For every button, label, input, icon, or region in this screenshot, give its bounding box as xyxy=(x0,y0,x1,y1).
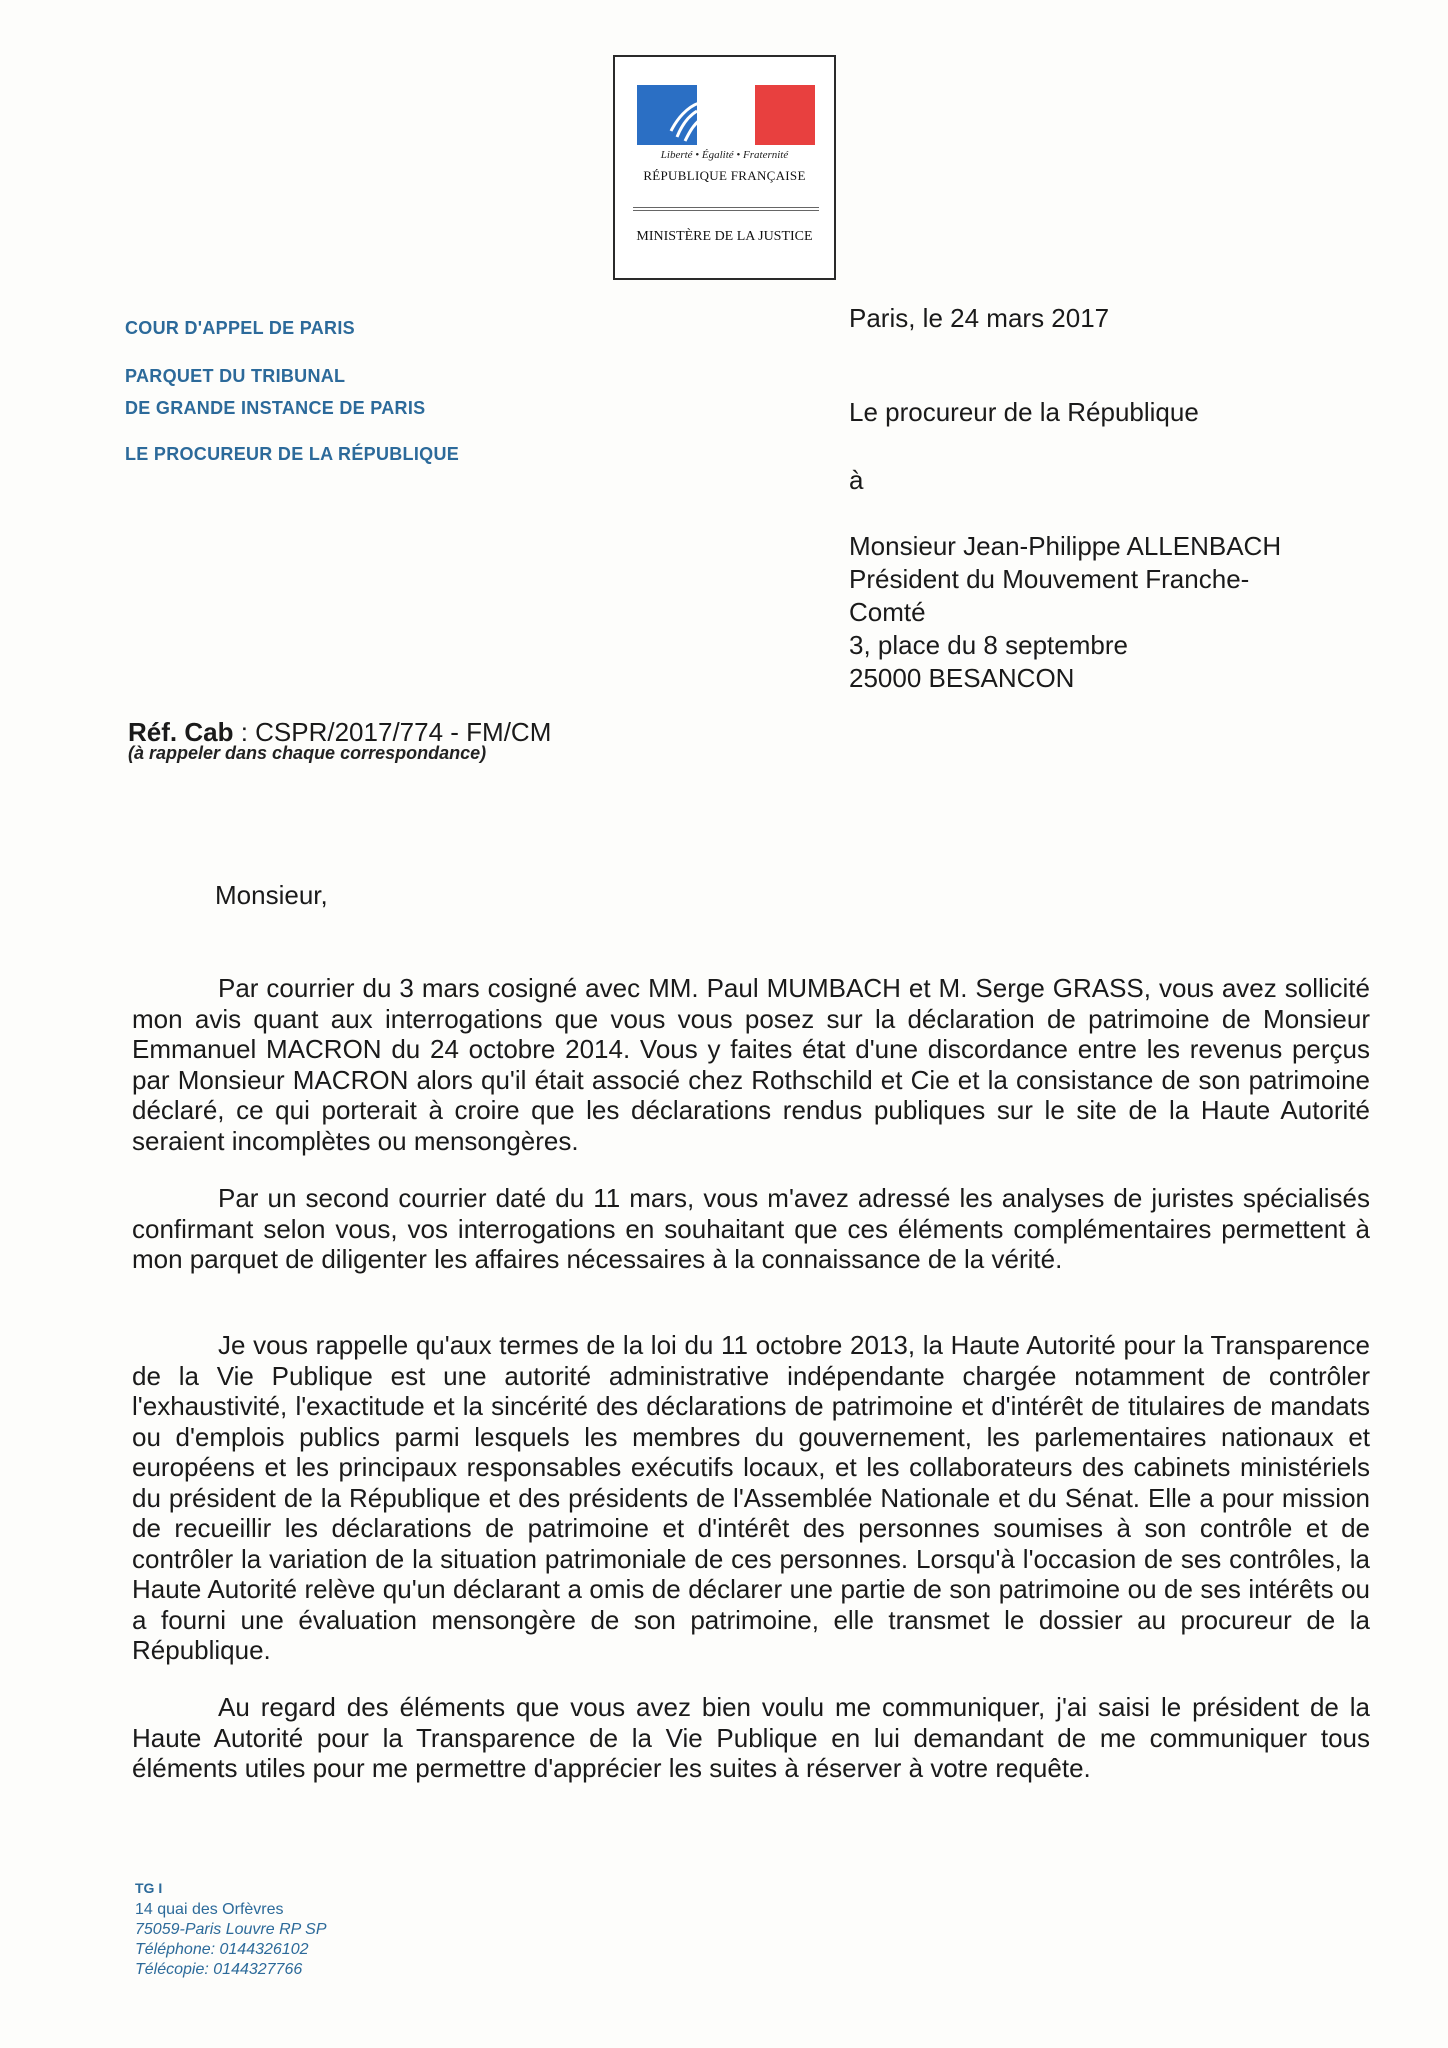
reference-value: : CSPR/2017/774 - FM/CM xyxy=(233,717,552,747)
procureur-heading: LE PROCUREUR DE LA RÉPUBLIQUE xyxy=(125,444,460,464)
republic-name: RÉPUBLIQUE FRANÇAISE xyxy=(643,168,806,183)
recipient-name: Monsieur Jean-Philippe ALLENBACH xyxy=(849,531,1282,561)
marianne-flag-icon xyxy=(637,85,815,145)
divider xyxy=(633,207,819,208)
ministry-name: MINISTÈRE DE LA JUSTICE xyxy=(636,229,813,244)
recipient-address-1: 3, place du 8 septembre xyxy=(849,630,1128,660)
footer-phone: Téléphone: 0144326102 xyxy=(135,1941,309,1958)
reference-note: (à rappeler dans chaque correspondance) xyxy=(128,743,487,763)
parquet-line-2: DE GRANDE INSTANCE DE PARIS xyxy=(125,398,426,418)
reference-label: Réf. Cab xyxy=(128,717,234,747)
parquet-line-1: PARQUET DU TRIBUNAL xyxy=(125,366,346,386)
footer-street: 14 quai des Orfèvres xyxy=(135,1901,284,1918)
recipient-title-2: Comté xyxy=(849,597,926,627)
date-line: Paris, le 24 mars 2017 xyxy=(849,303,1110,333)
divider xyxy=(633,210,819,211)
salutation: Monsieur, xyxy=(215,880,328,910)
to-word: à xyxy=(849,465,864,495)
marianne-logo xyxy=(613,55,836,280)
body-paragraph-2: Par un second courrier daté du 11 mars, vous m'avez adressé les analyses de juristes spécialisés confirmant selon vous, vos interrogations en souhaitant que ces éléments complémentaires permettent à mon parquet de diligenter les affaires nécessaires à la connaissance de la vérité. xyxy=(132,1183,1370,1274)
from-line: Le procureur de la République xyxy=(849,397,1199,427)
body-paragraph-1: Par courrier du 3 mars cosigné avec MM. Paul MUMBACH et M. Serge GRASS, vous avez sollicité mon avis quant aux interrogations que vous vous posez sur la déclaration de patrimoine de Monsieur Emmanuel MACRON du 24 octobre 2014. Vous y faites état d'une discordance entre les revenus perçus par Monsieur MACRON alors qu'il était associé chez Rothschild et Cie et la consistance de son patrimoine déclaré, ce qui porterait à croire que les déclarations rendus publiques sur le site de la Haute Autorité seraient incomplètes ou mensongères. xyxy=(132,973,1370,1156)
recipient-title-1: Président du Mouvement Franche- xyxy=(849,564,1250,594)
footer-name: TG I xyxy=(135,1880,163,1896)
body-paragraph-3: Je vous rappelle qu'aux termes de la loi du 11 octobre 2013, la Haute Autorité pour la Transparence de la Vie Publique est une autorité administrative indépendante chargée notamment de contrôler l'exhaustivité, l'exactitude et la sincérité des déclarations de patrimoine et d'intérêt de titulaires de mandats ou d'emplois publics parmi lesquels les membres du gouvernement, les parlementaires nationaux et européens et les principaux responsables exécutifs locaux, et les collaborateurs des cabinets ministériels du président de la République et des présidents de l'Assemblée Nationale et du Sénat. Elle a pour mission de recueillir les déclarations de patrimoine et d'intérêt des personnes soumises à son contrôle et de contrôler la variation de la situation patrimoniale de ces personnes. Lorsqu'à l'occasion de ses contrôles, la Haute Autorité relève qu'un déclarant a omis de déclarer une partie de son patrimoine ou de ses intérêts ou a fourni une évaluation mensongère de son patrimoine, elle transmet le dossier au procureur de la République. xyxy=(132,1330,1370,1665)
recipient-address-2: 25000 BESANCON xyxy=(849,663,1075,693)
motto: Liberté • Égalité • Fraternité xyxy=(660,149,789,161)
footer-city: 75059-Paris Louvre RP SP xyxy=(135,1921,327,1938)
footer-fax: Télécopie: 0144327766 xyxy=(135,1961,303,1978)
body-paragraph-4: Au regard des éléments que vous avez bien voulu me communiquer, j'ai saisi le président de la Haute Autorité pour la Transparence de la Vie Publique en lui demandant de me communiquer tous éléments utiles pour me permettre d'apprécier les suites à réserver à votre requête. xyxy=(132,1692,1370,1783)
court-name: COUR D'APPEL DE PARIS xyxy=(125,318,355,338)
